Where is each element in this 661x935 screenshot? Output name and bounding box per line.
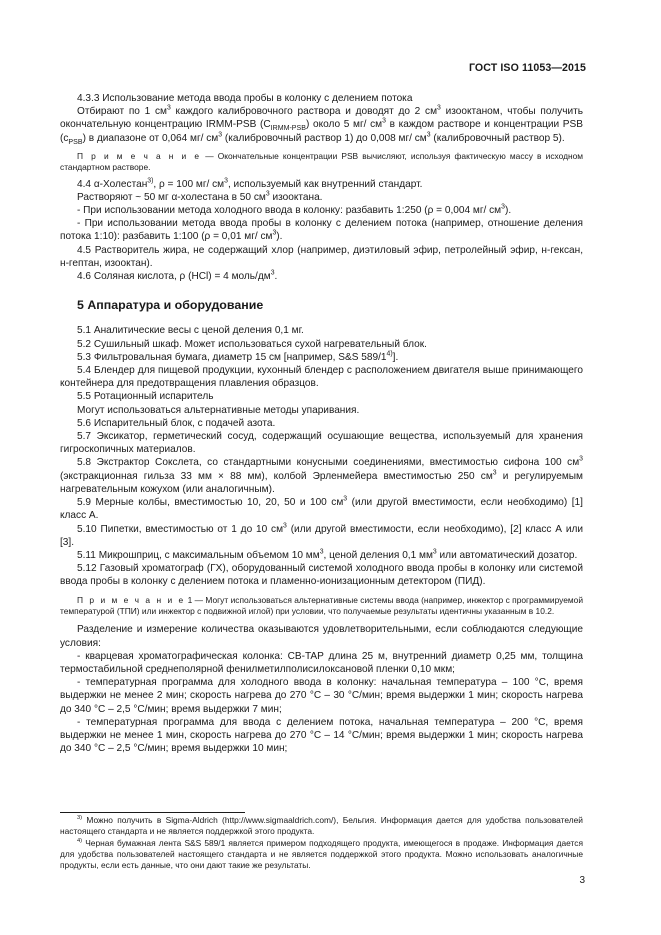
- paragraph: Растворяют ~ 50 мг α-холестана в 50 $см^3$ изооктана.: [77, 190, 323, 203]
- paragraph: Могут использоваться альтернативные методы упаривания.: [77, 404, 360, 416]
- footnote-separator: [60, 812, 245, 813]
- paragraph: 5.2 Сушильный шкаф. Может использоваться сухой нагревательный блок.: [77, 338, 427, 350]
- footnotes: [60, 815, 583, 871]
- paragraph: 4.3.3 Использование метода ввода пробы в колонку с делением потока: [77, 93, 413, 104]
- paragraph: 5.6 Испарительный блок, с подачей азота.: [77, 417, 276, 429]
- list-item: - кварцевая хроматографическая колонка: CB-TAP длина 25 м, внутренний диаметр 0,25 мм, толщина термостабильной среднеполярной фенилметилполисилоксановой пленки 0,10 мкм;: [60, 650, 583, 675]
- note: П р и м е ч а н и е 1 — Могут использоваться альтернативные системы ввода (например, инжектор с программируемой температурой (ТПИ) или инжектор с подвижной иглой) при условии, что получаемые результаты идентичны указанным в 10.2.: [60, 594, 583, 616]
- paragraph: 5.8 Экстрактор Сокслета, со стандартными конусными соединениями, вместимостью сифона 100 $см^3$ (экстракционная гильза 33 мм × 88 мм), колбой Эрленмейера вместимостью 250 $см^3$ и регулируемым нагревательным кожухом (или аналогичным).: [60, 456, 583, 495]
- paragraph: 4.6 Соляная кислота, ρ (HCl) = 4 моль/$дм^3$.: [77, 269, 278, 283]
- paragraph: 5.4 Блендер для пищевой продукции, кухонный блендер с расположением двигателя выше принимающего контейнера для предотвращения плавления образцов.: [60, 365, 583, 390]
- list-item: - температурная программа для холодного ввода в колонку: начальная температура – 100 °C, время выдержки не менее 2 мин; скорость нагрева до 270 °C – 30 °C/мин; время выдержки 1 мин; скорость нагрева до 340 °C – 2,5 °C/мин; время выдержки 7 мин;: [60, 677, 583, 715]
- paragraph: 5.12 Газовый хроматограф (ГХ), оборудованный системой холодного ввода пробы в колонку или системой ввода пробы в колонку с делением потока и пламенно-ионизационным детектором (ПИД).: [60, 563, 583, 588]
- standard-header: ГОСТ ISO 11053—2015: [468, 62, 586, 74]
- paragraph: 5.1 Аналитические весы с ценой деления 0,1 мг.: [77, 325, 304, 337]
- paragraph: 5.5 Ротационный испаритель: [77, 391, 214, 403]
- paragraph: Разделение и измерение количества оказываются удовлетворительными, если соблюдаются следующие условия:: [60, 624, 583, 649]
- page-number: 3: [579, 875, 585, 886]
- footnote: $^{3)}$ Можно получить в Sigma-Aldrich (http://www.sigmaaldrich.com/), Бельгия. Информация дается для удобства пользователей настоящего стандарта и не является поддержкой этого продукта.: [60, 815, 583, 837]
- paragraph: 5.3 Фильтровальная бумага, диаметр 15 см [например, S&S 589/1$^{4)}$].: [77, 350, 399, 363]
- paragraph: 4.5 Растворитель жира, не содержащий хлор (например, диэтиловый эфир, петролейный эфир, н-гексан, н-гептан, изооктан).: [60, 244, 583, 269]
- section-heading: 5 Аппаратура и оборудование: [77, 298, 264, 313]
- paragraph: 5.11 Микрошприц, с максимальным объемом 10 $мм^3$, ценой деления 0,1 $мм^3$ или автоматический дозатор.: [77, 548, 578, 561]
- page-body: [60, 92, 583, 755]
- note: П р и м е ч а н и е — Окончательные концентрации PSB вычисляют, используя фактическую массу в исходном стандартном растворе.: [60, 150, 583, 173]
- paragraph: 4.4 α-Холестан$^{3)}$, ρ = 100 мг/ $см^3$, используемый как внутренний стандарт.: [77, 177, 423, 190]
- paragraph: 5.9 Мерные колбы, вместимостью 10, 20, 50 и 100 $см^3$ (или другой вместимости, если необходимо) [1] класс А.: [60, 495, 583, 522]
- paragraph: - При использовании метода ввода пробы в колонку с делением потока (например, отношение деления потока 1:10): разбавить 1:100 (ρ = 0,01 мг/ $см^3$).: [60, 218, 583, 243]
- list-item: - температурная программа для ввода с делением потока, начальная температура – 200 °C, время выдержки не менее 1 мин, скорость нагрева до 270 °C – 14 °C/мин; время выдержки 1 мин; скорость нагрева до 340 °C – 2,5 °C/мин; время выдержки 10 мин;: [60, 716, 583, 755]
- footnote: $^{4)}$ Черная бумажная лента S&S 589/1 является примером подходящего продукта, имеющегося в продаже. Информация дается для удобства пользователей настоящего стандарта и не является поддержкой этого продукта. Можно использовать аналогичные продукты, если есть данные, что они дают такие же результаты.: [60, 837, 583, 871]
- paragraph: - При использовании метода холодного ввода в колонку: разбавить 1:250 (ρ = 0,004 мг/ $см^3$).: [77, 203, 512, 217]
- paragraph: Отбирают по 1 $см^3$ каждого калибровочного раствора и доводят до 2 $см^3$ изооктаном, чтобы получить окончательную концентрацию IRMM-PSB $(C_{IRMM-PSB})$ около 5 мг/ $см^3$ в каждом растворе и концентрации PSB $(c_{PSB})$ в диапазоне от 0,064 мг/ $см^3$ (калибровочный раствор 1) до 0,008 мг/ $см^3$ (калибровочный раствор 5).: [60, 104, 583, 146]
- paragraph: 5.7 Эксикатор, герметический сосуд, содержащий осушающие вещества, используемый для хранения гигроскопичных материалов.: [60, 431, 583, 456]
- paragraph: 5.10 Пипетки, вместимостью от 1 до 10 $см^3$ (или другой вместимости, если необходимо), [2] класс А или [3].: [60, 522, 583, 548]
